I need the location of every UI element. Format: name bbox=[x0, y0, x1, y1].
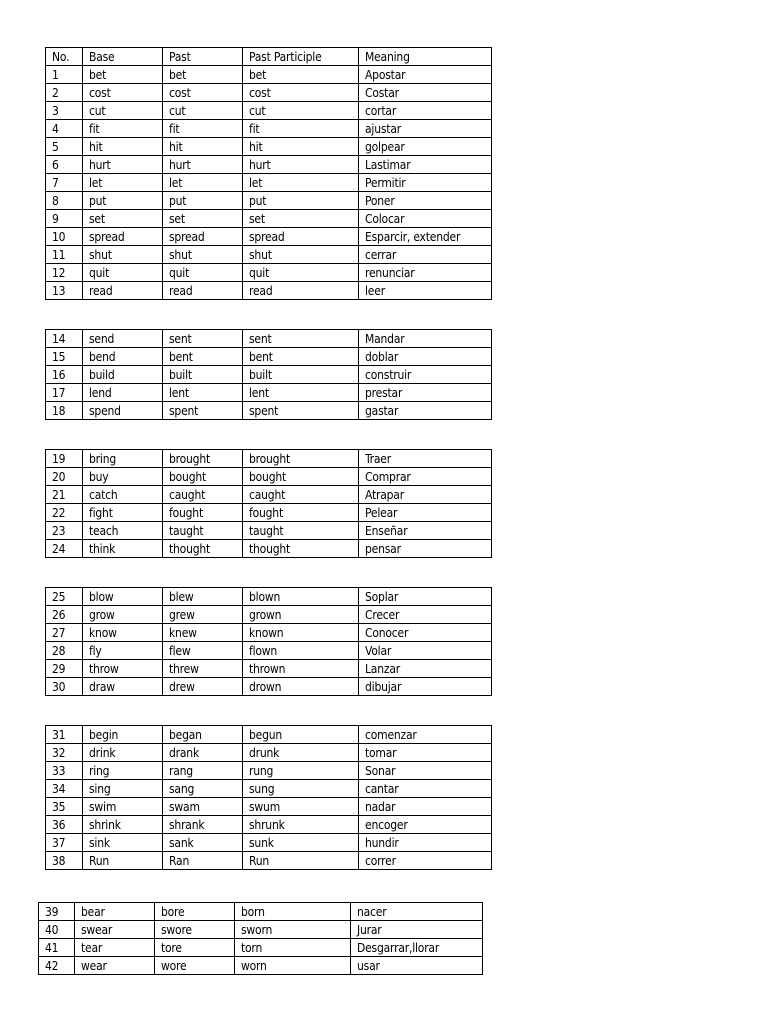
cell-past-participle: cut bbox=[243, 102, 359, 120]
cell-meaning: Mandar bbox=[359, 330, 492, 348]
cell-no: 5 bbox=[46, 138, 83, 156]
cell-base: bear bbox=[75, 903, 155, 921]
cell-past-participle: let bbox=[243, 174, 359, 192]
cell-base: build bbox=[83, 366, 163, 384]
cell-past-participle: hit bbox=[243, 138, 359, 156]
verb-table-group-5 bbox=[45, 725, 492, 870]
table-row bbox=[46, 522, 492, 540]
cell-past: grew bbox=[163, 606, 243, 624]
cell-meaning: Volar bbox=[359, 642, 492, 660]
table-row bbox=[46, 852, 492, 870]
cell-past: Ran bbox=[163, 852, 243, 870]
cell-no: 31 bbox=[46, 726, 83, 744]
cell-meaning: Conocer bbox=[359, 624, 492, 642]
table-row bbox=[46, 102, 492, 120]
cell-meaning: cantar bbox=[359, 780, 492, 798]
cell-base: fight bbox=[83, 504, 163, 522]
cell-base: hit bbox=[83, 138, 163, 156]
cell-no: 22 bbox=[46, 504, 83, 522]
table-row bbox=[46, 210, 492, 228]
cell-past: cost bbox=[163, 84, 243, 102]
cell-past: built bbox=[163, 366, 243, 384]
cell-past: knew bbox=[163, 624, 243, 642]
cell-no: 3 bbox=[46, 102, 83, 120]
table-row bbox=[46, 384, 492, 402]
cell-base: shrink bbox=[83, 816, 163, 834]
cell-past-participle: built bbox=[243, 366, 359, 384]
cell-past-participle: spread bbox=[243, 228, 359, 246]
cell-base: send bbox=[83, 330, 163, 348]
cell-past: tore bbox=[155, 939, 235, 957]
cell-past: caught bbox=[163, 486, 243, 504]
cell-meaning: Apostar bbox=[359, 66, 492, 84]
cell-meaning: ajustar bbox=[359, 120, 492, 138]
cell-no: 21 bbox=[46, 486, 83, 504]
cell-meaning: leer bbox=[359, 282, 492, 300]
cell-past-participle: set bbox=[243, 210, 359, 228]
table-row bbox=[46, 816, 492, 834]
cell-meaning: nadar bbox=[359, 798, 492, 816]
table-row bbox=[46, 678, 492, 696]
cell-base: swim bbox=[83, 798, 163, 816]
cell-past: bet bbox=[163, 66, 243, 84]
cell-no: 27 bbox=[46, 624, 83, 642]
table-row bbox=[46, 228, 492, 246]
cell-past: drew bbox=[163, 678, 243, 696]
cell-base: know bbox=[83, 624, 163, 642]
table-row bbox=[46, 780, 492, 798]
cell-base: hurt bbox=[83, 156, 163, 174]
table-row bbox=[46, 138, 492, 156]
cell-past: began bbox=[163, 726, 243, 744]
cell-meaning: dibujar bbox=[359, 678, 492, 696]
cell-base: lend bbox=[83, 384, 163, 402]
cell-past: bent bbox=[163, 348, 243, 366]
cell-past: cut bbox=[163, 102, 243, 120]
cell-meaning: Costar bbox=[359, 84, 492, 102]
cell-base: set bbox=[83, 210, 163, 228]
cell-no: 12 bbox=[46, 264, 83, 282]
cell-past-participle: fought bbox=[243, 504, 359, 522]
cell-past-participle: sunk bbox=[243, 834, 359, 852]
verb-table-group-6 bbox=[38, 902, 483, 975]
cell-past: taught bbox=[163, 522, 243, 540]
cell-meaning: cortar bbox=[359, 102, 492, 120]
cell-past: let bbox=[163, 174, 243, 192]
table-row bbox=[46, 402, 492, 420]
cell-no: 4 bbox=[46, 120, 83, 138]
cell-no: 17 bbox=[46, 384, 83, 402]
verb-table-group-4 bbox=[45, 587, 492, 696]
cell-no: 40 bbox=[39, 921, 75, 939]
cell-no: 25 bbox=[46, 588, 83, 606]
cell-no: 15 bbox=[46, 348, 83, 366]
table-row bbox=[46, 468, 492, 486]
verb-table-group-1 bbox=[45, 47, 492, 300]
cell-past-participle: worn bbox=[235, 957, 351, 975]
cell-past-participle: thought bbox=[243, 540, 359, 558]
cell-no: 14 bbox=[46, 330, 83, 348]
cell-past: spent bbox=[163, 402, 243, 420]
cell-past: shrank bbox=[163, 816, 243, 834]
cell-past-participle: sung bbox=[243, 780, 359, 798]
cell-no: 37 bbox=[46, 834, 83, 852]
cell-past-participle: brought bbox=[243, 450, 359, 468]
cell-no: 13 bbox=[46, 282, 83, 300]
table-row bbox=[46, 120, 492, 138]
cell-base: cost bbox=[83, 84, 163, 102]
cell-past-participle: known bbox=[243, 624, 359, 642]
cell-past: quit bbox=[163, 264, 243, 282]
cell-past: spread bbox=[163, 228, 243, 246]
cell-past: read bbox=[163, 282, 243, 300]
table-row bbox=[46, 588, 492, 606]
cell-past: brought bbox=[163, 450, 243, 468]
table-row bbox=[46, 264, 492, 282]
cell-base: quit bbox=[83, 264, 163, 282]
table-row bbox=[46, 540, 492, 558]
table-row bbox=[46, 744, 492, 762]
table-row bbox=[46, 348, 492, 366]
header-no: No. bbox=[46, 48, 83, 66]
cell-no: 19 bbox=[46, 450, 83, 468]
cell-no: 23 bbox=[46, 522, 83, 540]
cell-base: grow bbox=[83, 606, 163, 624]
cell-base: begin bbox=[83, 726, 163, 744]
cell-past-participle: bought bbox=[243, 468, 359, 486]
cell-no: 8 bbox=[46, 192, 83, 210]
cell-meaning: construir bbox=[359, 366, 492, 384]
cell-no: 10 bbox=[46, 228, 83, 246]
cell-base: ring bbox=[83, 762, 163, 780]
table-row bbox=[46, 606, 492, 624]
cell-past-participle: taught bbox=[243, 522, 359, 540]
cell-past-participle: fit bbox=[243, 120, 359, 138]
cell-base: fit bbox=[83, 120, 163, 138]
cell-meaning: prestar bbox=[359, 384, 492, 402]
table-row bbox=[46, 282, 492, 300]
cell-meaning: cerrar bbox=[359, 246, 492, 264]
cell-past: threw bbox=[163, 660, 243, 678]
cell-base: read bbox=[83, 282, 163, 300]
cell-meaning: Pelear bbox=[359, 504, 492, 522]
verb-table-group-2 bbox=[45, 329, 492, 420]
cell-base: let bbox=[83, 174, 163, 192]
cell-base: throw bbox=[83, 660, 163, 678]
cell-meaning: correr bbox=[359, 852, 492, 870]
cell-no: 1 bbox=[46, 66, 83, 84]
cell-no: 20 bbox=[46, 468, 83, 486]
table-row bbox=[46, 330, 492, 348]
cell-meaning: encoger bbox=[359, 816, 492, 834]
cell-no: 24 bbox=[46, 540, 83, 558]
cell-no: 16 bbox=[46, 366, 83, 384]
cell-base: put bbox=[83, 192, 163, 210]
cell-past-participle: cost bbox=[243, 84, 359, 102]
cell-past: wore bbox=[155, 957, 235, 975]
table-row bbox=[46, 366, 492, 384]
verb-table-group-3 bbox=[45, 449, 492, 558]
cell-meaning: Desgarrar,llorar bbox=[351, 939, 483, 957]
cell-meaning: Crecer bbox=[359, 606, 492, 624]
cell-past: fit bbox=[163, 120, 243, 138]
cell-past-participle: sent bbox=[243, 330, 359, 348]
cell-meaning: renunciar bbox=[359, 264, 492, 282]
table-row bbox=[46, 798, 492, 816]
cell-no: 38 bbox=[46, 852, 83, 870]
table-row bbox=[46, 156, 492, 174]
cell-meaning: nacer bbox=[351, 903, 483, 921]
table-row bbox=[39, 903, 483, 921]
header-meaning: Meaning bbox=[359, 48, 492, 66]
cell-past-participle: bent bbox=[243, 348, 359, 366]
cell-meaning: doblar bbox=[359, 348, 492, 366]
cell-base: fly bbox=[83, 642, 163, 660]
cell-base: think bbox=[83, 540, 163, 558]
cell-past-participle: shrunk bbox=[243, 816, 359, 834]
table-row bbox=[46, 726, 492, 744]
cell-base: Run bbox=[83, 852, 163, 870]
table-row bbox=[46, 486, 492, 504]
cell-no: 7 bbox=[46, 174, 83, 192]
cell-no: 33 bbox=[46, 762, 83, 780]
cell-meaning: hundir bbox=[359, 834, 492, 852]
cell-past: sank bbox=[163, 834, 243, 852]
table-row bbox=[46, 246, 492, 264]
table-row bbox=[46, 174, 492, 192]
cell-base: blow bbox=[83, 588, 163, 606]
cell-past: sang bbox=[163, 780, 243, 798]
cell-no: 39 bbox=[39, 903, 75, 921]
cell-past-participle: put bbox=[243, 192, 359, 210]
cell-past: thought bbox=[163, 540, 243, 558]
cell-past: put bbox=[163, 192, 243, 210]
table-row bbox=[46, 642, 492, 660]
cell-base: swear bbox=[75, 921, 155, 939]
cell-past-participle: blown bbox=[243, 588, 359, 606]
table-row bbox=[46, 624, 492, 642]
header-past: Past bbox=[163, 48, 243, 66]
cell-past-participle: torn bbox=[235, 939, 351, 957]
cell-past-participle: spent bbox=[243, 402, 359, 420]
cell-no: 41 bbox=[39, 939, 75, 957]
cell-past: swam bbox=[163, 798, 243, 816]
cell-no: 42 bbox=[39, 957, 75, 975]
cell-no: 30 bbox=[46, 678, 83, 696]
cell-meaning: Lastimar bbox=[359, 156, 492, 174]
cell-past-participle: quit bbox=[243, 264, 359, 282]
cell-past-participle: bet bbox=[243, 66, 359, 84]
cell-base: draw bbox=[83, 678, 163, 696]
header-past-participle: Past Participle bbox=[243, 48, 359, 66]
cell-past-participle: hurt bbox=[243, 156, 359, 174]
cell-no: 9 bbox=[46, 210, 83, 228]
cell-past: set bbox=[163, 210, 243, 228]
cell-meaning: comenzar bbox=[359, 726, 492, 744]
cell-base: teach bbox=[83, 522, 163, 540]
cell-past: hit bbox=[163, 138, 243, 156]
cell-past: shut bbox=[163, 246, 243, 264]
table-row bbox=[39, 957, 483, 975]
cell-past: fought bbox=[163, 504, 243, 522]
cell-base: bring bbox=[83, 450, 163, 468]
cell-past-participle: thrown bbox=[243, 660, 359, 678]
table-row bbox=[46, 834, 492, 852]
cell-no: 34 bbox=[46, 780, 83, 798]
table-row bbox=[39, 939, 483, 957]
cell-past-participle: lent bbox=[243, 384, 359, 402]
cell-past: flew bbox=[163, 642, 243, 660]
table-row bbox=[46, 450, 492, 468]
cell-past: blew bbox=[163, 588, 243, 606]
cell-past-participle: Run bbox=[243, 852, 359, 870]
cell-base: catch bbox=[83, 486, 163, 504]
cell-base: drink bbox=[83, 744, 163, 762]
cell-meaning: Lanzar bbox=[359, 660, 492, 678]
table-row bbox=[46, 84, 492, 102]
cell-meaning: Permitir bbox=[359, 174, 492, 192]
cell-past: bought bbox=[163, 468, 243, 486]
cell-meaning: Sonar bbox=[359, 762, 492, 780]
cell-base: buy bbox=[83, 468, 163, 486]
cell-base: sink bbox=[83, 834, 163, 852]
cell-no: 26 bbox=[46, 606, 83, 624]
cell-past-participle: drown bbox=[243, 678, 359, 696]
cell-base: shut bbox=[83, 246, 163, 264]
cell-past: drank bbox=[163, 744, 243, 762]
cell-past-participle: read bbox=[243, 282, 359, 300]
cell-past: rang bbox=[163, 762, 243, 780]
cell-meaning: Traer bbox=[359, 450, 492, 468]
cell-meaning: Jurar bbox=[351, 921, 483, 939]
cell-meaning: Poner bbox=[359, 192, 492, 210]
cell-meaning: golpear bbox=[359, 138, 492, 156]
cell-no: 18 bbox=[46, 402, 83, 420]
cell-past-participle: shut bbox=[243, 246, 359, 264]
cell-no: 28 bbox=[46, 642, 83, 660]
cell-meaning: Colocar bbox=[359, 210, 492, 228]
table-row bbox=[46, 762, 492, 780]
cell-meaning: pensar bbox=[359, 540, 492, 558]
cell-past-participle: flown bbox=[243, 642, 359, 660]
cell-meaning: usar bbox=[351, 957, 483, 975]
cell-past-participle: caught bbox=[243, 486, 359, 504]
cell-no: 35 bbox=[46, 798, 83, 816]
cell-past: sent bbox=[163, 330, 243, 348]
cell-past-participle: sworn bbox=[235, 921, 351, 939]
cell-past: lent bbox=[163, 384, 243, 402]
cell-no: 2 bbox=[46, 84, 83, 102]
cell-meaning: Comprar bbox=[359, 468, 492, 486]
cell-past-participle: begun bbox=[243, 726, 359, 744]
table-row bbox=[46, 504, 492, 522]
cell-base: sing bbox=[83, 780, 163, 798]
cell-meaning: Enseñar bbox=[359, 522, 492, 540]
table-row bbox=[46, 192, 492, 210]
cell-base: bet bbox=[83, 66, 163, 84]
cell-meaning: Esparcir, extender bbox=[359, 228, 492, 246]
cell-past: swore bbox=[155, 921, 235, 939]
cell-meaning: Atrapar bbox=[359, 486, 492, 504]
table-header-row bbox=[46, 48, 492, 66]
cell-base: bend bbox=[83, 348, 163, 366]
cell-no: 6 bbox=[46, 156, 83, 174]
cell-meaning: gastar bbox=[359, 402, 492, 420]
cell-base: wear bbox=[75, 957, 155, 975]
table-row bbox=[39, 921, 483, 939]
cell-base: spend bbox=[83, 402, 163, 420]
cell-meaning: tomar bbox=[359, 744, 492, 762]
cell-past-participle: drunk bbox=[243, 744, 359, 762]
cell-no: 11 bbox=[46, 246, 83, 264]
cell-meaning: Soplar bbox=[359, 588, 492, 606]
cell-past-participle: swum bbox=[243, 798, 359, 816]
cell-past-participle: grown bbox=[243, 606, 359, 624]
cell-past-participle: born bbox=[235, 903, 351, 921]
table-row bbox=[46, 66, 492, 84]
cell-past-participle: rung bbox=[243, 762, 359, 780]
cell-no: 36 bbox=[46, 816, 83, 834]
cell-past: bore bbox=[155, 903, 235, 921]
cell-past: hurt bbox=[163, 156, 243, 174]
cell-base: cut bbox=[83, 102, 163, 120]
table-row bbox=[46, 660, 492, 678]
cell-base: tear bbox=[75, 939, 155, 957]
cell-no: 32 bbox=[46, 744, 83, 762]
cell-no: 29 bbox=[46, 660, 83, 678]
header-base: Base bbox=[83, 48, 163, 66]
cell-base: spread bbox=[83, 228, 163, 246]
